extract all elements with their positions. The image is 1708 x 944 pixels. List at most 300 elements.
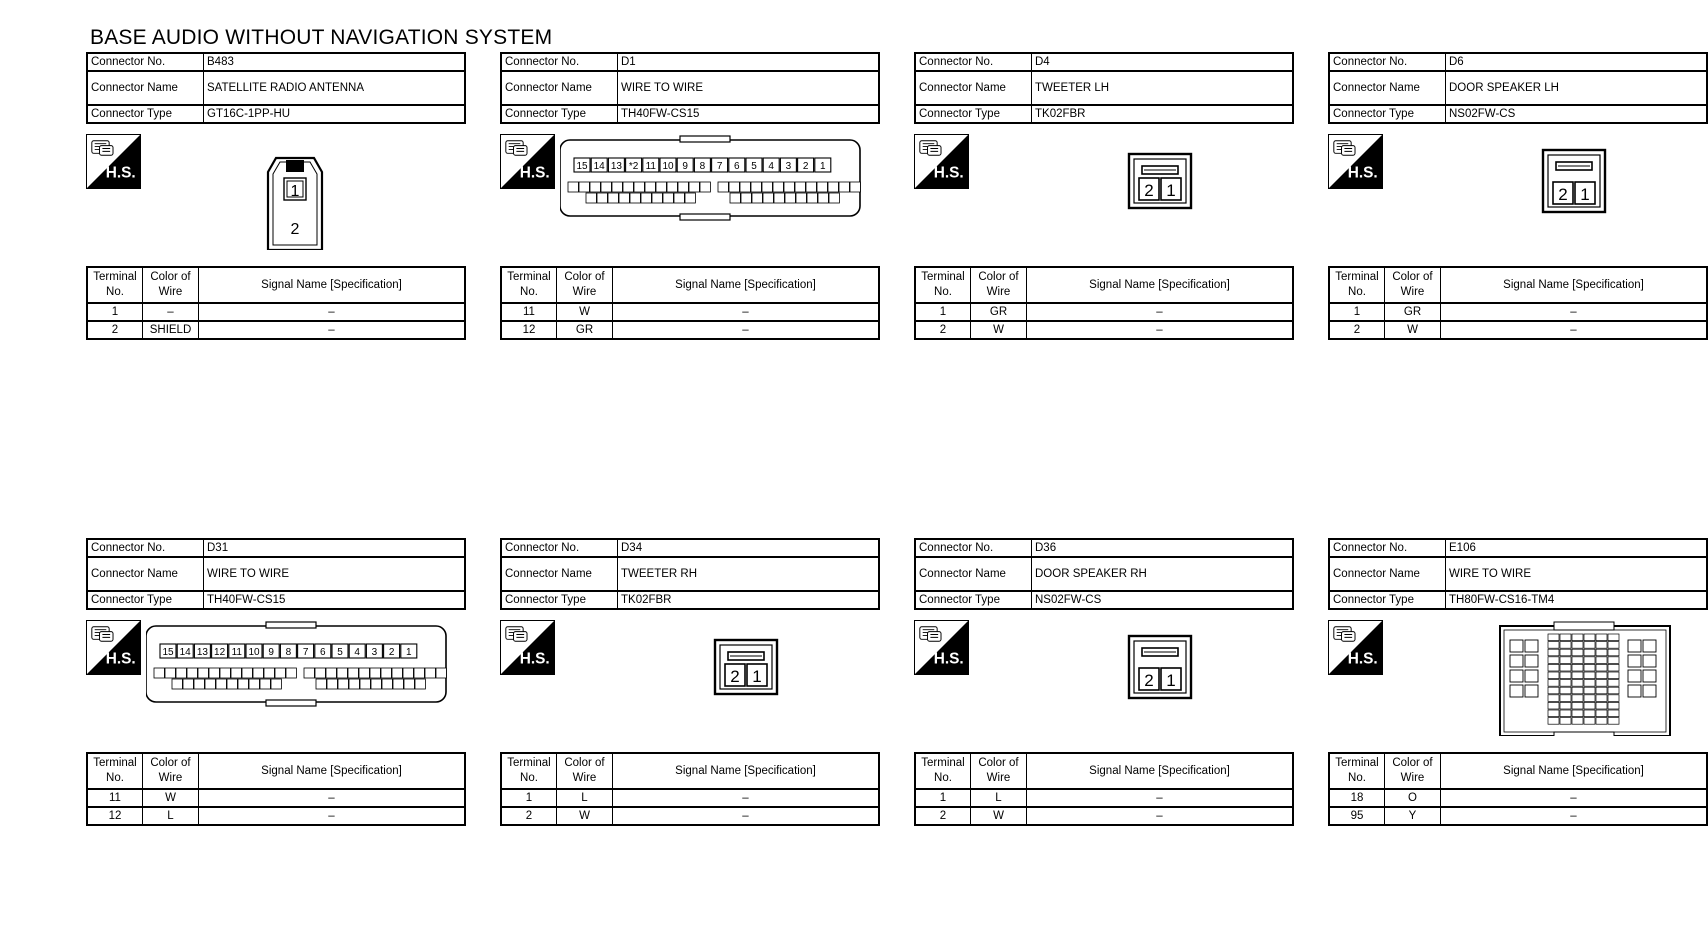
connector-face-icon	[92, 141, 113, 155]
pin-cell	[1608, 649, 1619, 656]
pin-cell	[1584, 642, 1595, 649]
pin-cell	[1584, 710, 1595, 717]
connector-name-value: WIRE TO WIRE	[204, 557, 466, 591]
pin-cell	[807, 193, 817, 203]
lock-tab	[680, 214, 730, 220]
connector-info-table	[500, 52, 880, 124]
pin-cell	[774, 193, 784, 203]
pin-cell	[839, 182, 849, 192]
pin-cell	[850, 182, 860, 192]
connector-diagram	[560, 130, 880, 250]
connector-name-label: Connector Name	[501, 557, 618, 591]
pin-cell	[1510, 640, 1523, 652]
connector-type-value: GT16C-1PP-HU	[204, 105, 466, 123]
color-of-wire-header: Color of Wire	[971, 753, 1027, 789]
pin-cell	[795, 182, 805, 192]
signal-name: –	[1027, 807, 1294, 825]
signal-name: –	[613, 321, 880, 339]
pin-cell	[154, 668, 164, 678]
color-of-wire-header: Color of Wire	[971, 267, 1027, 303]
pin-cell	[586, 193, 596, 203]
pin-cell	[403, 668, 413, 678]
color-of-wire-header: Color of Wire	[1385, 267, 1441, 303]
pin-label: 9	[268, 647, 274, 658]
hs-label: H.S.	[933, 650, 964, 668]
connector-name-label: Connector Name	[915, 71, 1032, 105]
pin-label: 2	[802, 161, 809, 172]
signal-name: –	[199, 807, 466, 825]
hs-label: H.S.	[1347, 164, 1378, 182]
pin-cell	[205, 679, 215, 689]
connector-info-table	[914, 538, 1294, 610]
color-of-wire-header: Color of Wire	[557, 753, 613, 789]
pin-cell	[652, 193, 662, 203]
hs-badge	[1328, 134, 1383, 189]
pin-cell	[327, 679, 337, 689]
connector-name-value: TWEETER LH	[1032, 71, 1294, 105]
connector-type-value: NS02FW-CS	[1032, 591, 1294, 609]
wire-color: GR	[971, 303, 1027, 321]
terminal-table	[86, 266, 466, 340]
pin-cell	[601, 182, 611, 192]
pin-cell	[740, 182, 750, 192]
pin-cell	[667, 182, 677, 192]
pin-cell	[220, 668, 230, 678]
connector-housing	[146, 626, 446, 702]
connector-panel	[500, 52, 880, 352]
pin-cell	[404, 679, 414, 689]
pin-cell	[316, 679, 326, 689]
connector-no-label: Connector No.	[915, 53, 1032, 71]
pin-label: 7	[716, 161, 723, 172]
table-row	[87, 321, 465, 339]
pin-cell	[785, 193, 795, 203]
connector-name-label: Connector Name	[87, 71, 204, 105]
connector-diagram	[974, 616, 1294, 736]
connector-name-value: TWEETER RH	[618, 557, 880, 591]
pin-cell	[1548, 664, 1559, 671]
table-row	[1329, 303, 1707, 321]
pin-cell	[264, 668, 274, 678]
table-row	[1329, 321, 1707, 339]
terminal-no: 2	[87, 321, 143, 339]
pin-cell	[1643, 640, 1656, 652]
pin-cell	[1560, 702, 1571, 709]
connector-name-value: SATELLITE RADIO ANTENNA	[204, 71, 466, 105]
pin-cell	[1608, 710, 1619, 717]
pin-cell	[1560, 664, 1571, 671]
pin-label: 10	[248, 647, 260, 658]
pin-cell	[1596, 642, 1607, 649]
terminal-no: 2	[501, 807, 557, 825]
pin-cell	[1572, 680, 1583, 687]
connector-no-value: D36	[1032, 539, 1294, 557]
pin-cell	[275, 668, 285, 678]
terminal-no-header: Terminal No.	[1329, 267, 1385, 303]
connector-name-label: Connector Name	[915, 557, 1032, 591]
pin-cell	[393, 679, 403, 689]
pin-cell	[1560, 657, 1571, 664]
pin-cell	[271, 679, 281, 689]
pin-cell	[1584, 664, 1595, 671]
pin-cell	[1608, 672, 1619, 679]
connector-no-label: Connector No.	[501, 539, 618, 557]
wire-color: W	[557, 807, 613, 825]
connector-no-label: Connector No.	[915, 539, 1032, 557]
pin-label: 2	[1144, 181, 1154, 200]
table-row	[87, 789, 465, 807]
terminal-no: 2	[915, 321, 971, 339]
color-of-wire-header: Color of Wire	[1385, 753, 1441, 789]
connector-name-label: Connector Name	[1329, 557, 1446, 591]
wire-color: L	[143, 807, 199, 825]
pin-cell	[1643, 670, 1656, 682]
terminal-no: 95	[1329, 807, 1385, 825]
terminal-no-header: Terminal No.	[87, 753, 143, 789]
signal-name: –	[1441, 303, 1708, 321]
pin-cell	[1596, 718, 1607, 725]
pin-cell	[1628, 685, 1641, 697]
pin-cell	[360, 679, 370, 689]
pin-label: 10	[662, 161, 674, 172]
terminal-no-header: Terminal No.	[915, 753, 971, 789]
pin-label: 8	[285, 647, 292, 658]
hs-badge	[914, 134, 969, 189]
pin-cell	[1608, 718, 1619, 725]
pin-cell	[1584, 672, 1595, 679]
terminal-no: 1	[87, 303, 143, 321]
pin-label: 15	[162, 647, 174, 658]
connector-info-table	[1328, 538, 1708, 610]
pin-cell	[597, 193, 607, 203]
pin-cell	[1608, 687, 1619, 694]
pin-cell	[415, 679, 425, 689]
signal-name: –	[613, 807, 880, 825]
pin-cell	[641, 193, 651, 203]
pin-cell	[1643, 655, 1656, 667]
wire-color: SHIELD	[143, 321, 199, 339]
connector-name-label: Connector Name	[87, 557, 204, 591]
pin-cell	[1560, 642, 1571, 649]
pin-cell	[1560, 672, 1571, 679]
pin-cell	[349, 679, 359, 689]
terminal-no-header: Terminal No.	[501, 267, 557, 303]
pin-cell	[1572, 695, 1583, 702]
connector-face-icon	[1334, 627, 1355, 641]
signal-name-header: Signal Name [Specification]	[613, 267, 880, 303]
signal-name-header: Signal Name [Specification]	[1027, 753, 1294, 789]
hs-label: H.S.	[105, 650, 136, 668]
signal-name-header: Signal Name [Specification]	[1027, 267, 1294, 303]
pin-label: 6	[320, 647, 326, 658]
terminal-no: 18	[1329, 789, 1385, 807]
lock-tab	[1554, 622, 1614, 630]
connector-face-icon	[92, 627, 113, 641]
connector-type-value: TK02FBR	[618, 591, 880, 609]
pin-cell	[249, 679, 259, 689]
pin-label: 5	[337, 647, 343, 658]
pin-label: 1	[1166, 181, 1176, 200]
pin-cell	[338, 679, 348, 689]
pin-cell	[1572, 718, 1583, 725]
table-row	[1329, 807, 1707, 825]
table-row	[501, 807, 879, 825]
hs-badge	[500, 134, 555, 189]
terminal-no-header: Terminal No.	[1329, 753, 1385, 789]
pin-cell	[1525, 685, 1538, 697]
hs-label: H.S.	[519, 164, 550, 182]
signal-name: –	[1027, 321, 1294, 339]
pin-cell	[315, 668, 325, 678]
pin-cell	[1548, 672, 1559, 679]
pin-label: 11	[645, 161, 656, 172]
lock-tab	[1554, 732, 1614, 736]
terminal-table	[1328, 752, 1708, 826]
pin-cell	[1596, 672, 1607, 679]
connector-type-label: Connector Type	[87, 105, 204, 123]
wire-color: GR	[1385, 303, 1441, 321]
pin-cell	[674, 193, 684, 203]
pin-cell	[729, 182, 739, 192]
terminal-no: 1	[1329, 303, 1385, 321]
pin-cell	[187, 668, 197, 678]
pin-cell	[1560, 649, 1571, 656]
pin-cell	[392, 668, 402, 678]
pin-label: 1	[290, 183, 300, 200]
table-row	[501, 321, 879, 339]
signal-name: –	[199, 303, 466, 321]
lock-tab	[286, 160, 304, 172]
pin-cell	[700, 182, 710, 192]
connector-no-label: Connector No.	[1329, 539, 1446, 557]
pin-cell	[172, 679, 182, 689]
terminal-no: 1	[915, 789, 971, 807]
pin-cell	[1596, 657, 1607, 664]
signal-name: –	[1441, 321, 1708, 339]
signal-name: –	[1027, 303, 1294, 321]
pin-cell	[1628, 640, 1641, 652]
pin-cell	[1525, 655, 1538, 667]
pin-cell	[1548, 687, 1559, 694]
pin-cell	[663, 193, 673, 203]
connector-type-value: TH40FW-CS15	[204, 591, 466, 609]
connector-panel	[1328, 538, 1708, 838]
pin-cell	[1628, 670, 1641, 682]
pin-cell	[1510, 670, 1523, 682]
pin-label: 1	[752, 667, 762, 686]
pin-label: 2	[290, 221, 300, 238]
table-row	[87, 303, 465, 321]
pin-cell	[1608, 634, 1619, 641]
terminal-no: 2	[915, 807, 971, 825]
pin-cell	[227, 679, 237, 689]
signal-name: –	[613, 303, 880, 321]
terminal-no: 11	[501, 303, 557, 321]
pin-cell	[1525, 640, 1538, 652]
pin-cell	[1548, 710, 1559, 717]
pin-cell	[817, 182, 827, 192]
connector-no-value: E106	[1446, 539, 1708, 557]
connector-face-icon	[1334, 141, 1355, 155]
connector-diagram	[1388, 616, 1708, 736]
pin-label: 2	[388, 647, 395, 658]
pin-cell	[1584, 657, 1595, 664]
connector-info-table	[86, 52, 466, 124]
pin-cell	[183, 679, 193, 689]
connector-name-label: Connector Name	[501, 71, 618, 105]
wire-color: L	[557, 789, 613, 807]
connector-panel	[914, 52, 1294, 352]
pin-cell	[238, 679, 248, 689]
signal-name: –	[1441, 789, 1708, 807]
pin-cell	[612, 182, 622, 192]
pin-cell	[348, 668, 358, 678]
pin-label: 3	[371, 647, 378, 658]
terminal-table	[500, 266, 880, 340]
pin-cell	[829, 193, 839, 203]
hs-label: H.S.	[933, 164, 964, 182]
terminal-no-header: Terminal No.	[501, 753, 557, 789]
pin-cell	[645, 182, 655, 192]
signal-name-header: Signal Name [Specification]	[1441, 753, 1708, 789]
pin-cell	[1596, 702, 1607, 709]
wire-color: W	[971, 807, 1027, 825]
connector-diagram	[146, 616, 466, 736]
pin-cell	[568, 182, 578, 192]
table-row	[915, 807, 1293, 825]
pin-cell	[337, 668, 347, 678]
pin-cell	[1596, 695, 1607, 702]
connector-type-label: Connector Type	[501, 105, 618, 123]
pin-cell	[286, 668, 296, 678]
pin-label: 9	[682, 161, 688, 172]
pin-cell	[1572, 702, 1583, 709]
pin-cell	[216, 679, 226, 689]
pin-cell	[1548, 718, 1559, 725]
terminal-table	[500, 752, 880, 826]
connector-no-value: D31	[204, 539, 466, 557]
pin-cell	[752, 193, 762, 203]
pin-cell	[1596, 649, 1607, 656]
terminal-table	[914, 266, 1294, 340]
connector-name-value: WIRE TO WIRE	[618, 71, 880, 105]
pin-cell	[1560, 634, 1571, 641]
pin-cell	[718, 182, 728, 192]
pin-cell	[253, 668, 263, 678]
table-row	[501, 303, 879, 321]
connector-panel	[914, 538, 1294, 838]
pin-cell	[1608, 702, 1619, 709]
pin-cell	[1584, 649, 1595, 656]
pin-cell	[1572, 657, 1583, 664]
color-of-wire-header: Color of Wire	[143, 267, 199, 303]
connector-no-value: D6	[1446, 53, 1708, 71]
connector-no-value: D1	[618, 53, 880, 71]
hs-badge	[500, 620, 555, 675]
pin-cell	[209, 668, 219, 678]
pin-label: 12	[214, 647, 226, 658]
pin-cell	[1572, 687, 1583, 694]
pin-label: 15	[576, 161, 588, 172]
pin-cell	[1572, 634, 1583, 641]
signal-name-header: Signal Name [Specification]	[199, 753, 466, 789]
pin-cell	[619, 193, 629, 203]
pin-label: 8	[699, 161, 706, 172]
hs-badge	[86, 620, 141, 675]
connector-info-table	[500, 538, 880, 610]
pin-cell	[1548, 634, 1559, 641]
pin-cell	[685, 193, 695, 203]
pin-cell	[1510, 655, 1523, 667]
pin-cell	[1548, 695, 1559, 702]
pin-cell	[784, 182, 794, 192]
pin-cell	[436, 668, 446, 678]
terminal-no: 12	[501, 321, 557, 339]
hs-label: H.S.	[105, 164, 136, 182]
pin-cell	[370, 668, 380, 678]
pin-cell	[763, 193, 773, 203]
signal-name: –	[1027, 789, 1294, 807]
terminal-no-header: Terminal No.	[87, 267, 143, 303]
hs-label: H.S.	[519, 650, 550, 668]
pin-cell	[1596, 634, 1607, 641]
pin-cell	[1525, 670, 1538, 682]
pin-label: 2	[730, 667, 740, 686]
pin-label: 14	[593, 161, 605, 172]
pin-cell	[242, 668, 252, 678]
pin-label: 13	[196, 647, 208, 658]
connector-type-label: Connector Type	[915, 105, 1032, 123]
connector-diagram	[146, 130, 466, 250]
connector-type-value: TH40FW-CS15	[618, 105, 880, 123]
hs-label: H.S.	[1347, 650, 1378, 668]
pin-cell	[751, 182, 761, 192]
pin-cell	[1560, 718, 1571, 725]
pin-cell	[623, 182, 633, 192]
pin-label: 1	[1580, 185, 1590, 204]
connector-type-value: NS02FW-CS	[1446, 105, 1708, 123]
connector-panel	[1328, 52, 1708, 352]
terminal-no: 11	[87, 789, 143, 807]
pin-cell	[260, 679, 270, 689]
terminal-no: 2	[1329, 321, 1385, 339]
color-of-wire-header: Color of Wire	[143, 753, 199, 789]
connector-no-label: Connector No.	[501, 53, 618, 71]
terminal-table	[914, 752, 1294, 826]
connector-type-label: Connector Type	[87, 591, 204, 609]
pin-label: 4	[768, 161, 774, 172]
pin-cell	[678, 182, 688, 192]
wire-color: Y	[1385, 807, 1441, 825]
pin-label: 2	[1144, 671, 1154, 690]
pin-cell	[762, 182, 772, 192]
pin-label: 14	[179, 647, 191, 658]
pin-label: 1	[1166, 671, 1176, 690]
pin-cell	[1572, 649, 1583, 656]
signal-name: –	[613, 789, 880, 807]
connector-face-icon	[920, 627, 941, 641]
wire-color: W	[557, 303, 613, 321]
lock-tab	[680, 136, 730, 142]
pin-cell	[1584, 718, 1595, 725]
pin-cell	[1548, 702, 1559, 709]
pin-cell	[1548, 642, 1559, 649]
connector-no-value: D4	[1032, 53, 1294, 71]
pin-cell	[414, 668, 424, 678]
pin-cell	[1628, 655, 1641, 667]
pin-cell	[1560, 710, 1571, 717]
connector-info-table	[1328, 52, 1708, 124]
